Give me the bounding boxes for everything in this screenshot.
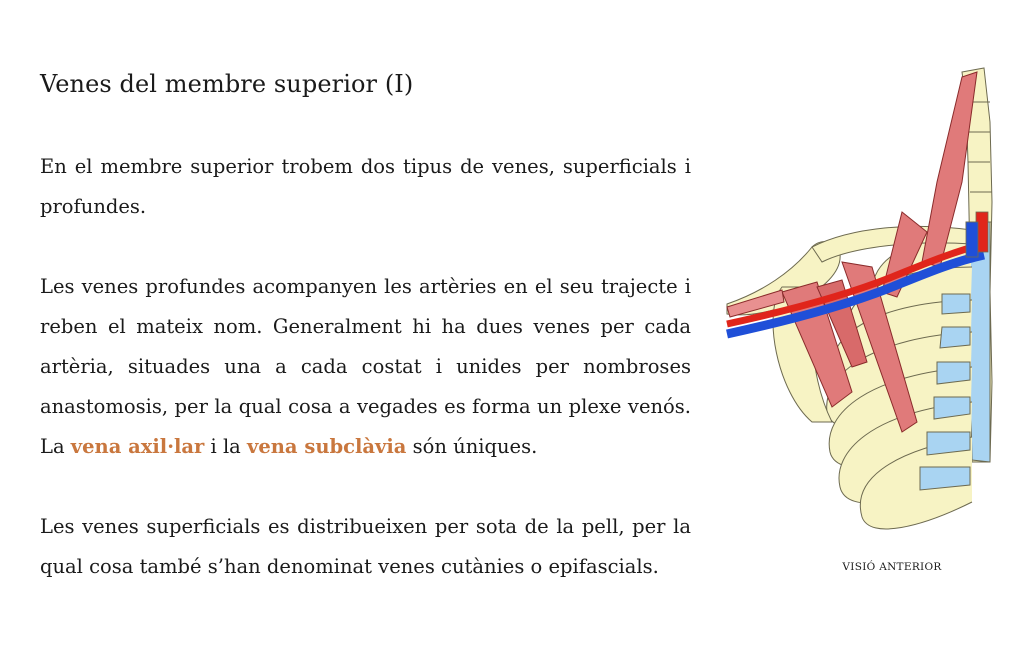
deep-veins-text-middle: i la — [204, 435, 248, 458]
axillary-vein-link[interactable]: vena axil·lar — [70, 435, 205, 458]
deep-veins-text-end: són úniques. — [406, 435, 538, 458]
page-title: Venes del membre superior (I) — [40, 70, 414, 98]
superficial-veins-paragraph: Les venes superficials es distribueixen per sota de la pell, per la qual cosa també s’han denominat venes cutànies o epifascials. — [40, 515, 691, 578]
intro-paragraph: En el membre superior trobem dos tipus de venes, superficials i profundes. — [40, 155, 691, 218]
subclavian-vein-link[interactable]: vena subclàvia — [247, 435, 407, 458]
anatomy-illustration — [722, 62, 1004, 542]
deep-veins-text-start: Les venes profundes acompanyen les artèries en el seu trajecte i reben el mateix nom. Generalment hi ha dues venes per cada artèria, situades una a cada costat i unides per nombroses anastomosis, per la qual cosa a vegades es forma un plexe venós. La — [40, 275, 691, 458]
deep-veins-paragraph — [40, 267, 691, 467]
figure-caption: VISIÓ ANTERIOR — [842, 561, 942, 573]
